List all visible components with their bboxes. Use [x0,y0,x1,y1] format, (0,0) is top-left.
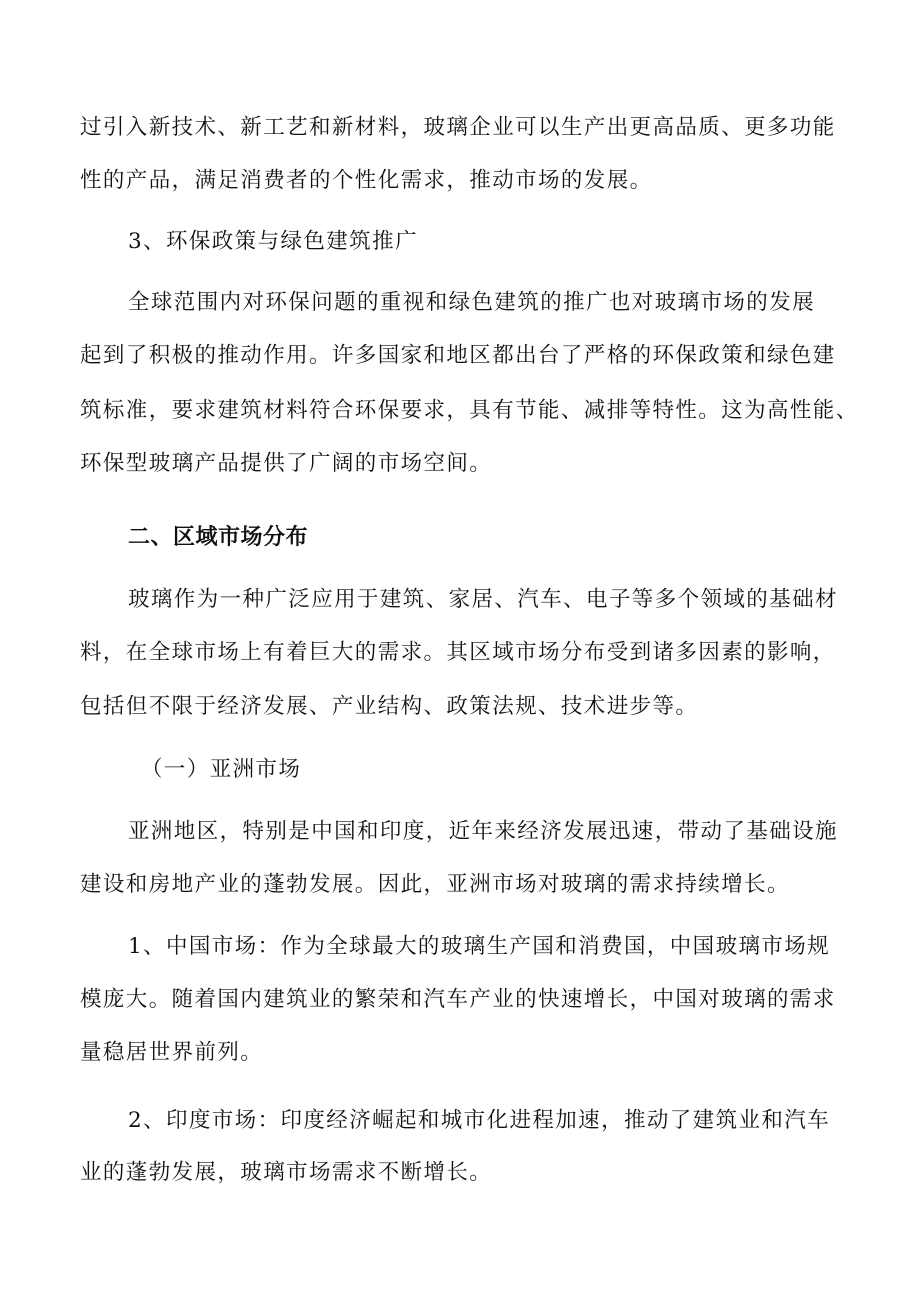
paragraph-china-line-2: 模庞大。随着国内建筑业的繁荣和汽车产业的快速增长，中国对玻璃的需求 [80,987,836,1012]
paragraph-region-line-1: 玻璃作为一种广泛应用于建筑、家居、汽车、电子等多个领域的基础材 [128,587,838,612]
paragraph-asia-line-1: 亚洲地区，特别是中国和印度，近年来经济发展迅速，带动了基础设施 [128,819,838,844]
paragraph-env-line-4: 环保型玻璃产品提供了广阔的市场空间。 [80,451,493,476]
paragraph-china-line-1: 1、中国市场：作为全球最大的玻璃生产国和消费国，中国玻璃市场规 [128,934,831,959]
paragraph-china-line-3: 量稳居世界前列。 [80,1040,264,1065]
paragraph-india-line-2: 业的蓬勃发展，玻璃市场需求不断增长。 [80,1160,493,1185]
subheading-env-policy: 3、环保政策与绿色建筑推广 [128,229,418,254]
paragraph-region-line-3: 包括但不限于经济发展、产业结构、政策法规、技术进步等。 [80,694,699,719]
paragraph-asia-line-2: 建设和房地产业的蓬勃发展。因此，亚洲市场对玻璃的需求持续增长。 [80,872,790,897]
paragraph-intro-line-1: 过引入新技术、新工艺和新材料，玻璃企业可以生产出更高品质、更多功能 [80,115,836,140]
paragraph-region-line-2: 料，在全球市场上有着巨大的需求。其区域市场分布受到诸多因素的影响， [80,640,836,665]
paragraph-env-line-1: 全球范围内对环保问题的重视和绿色建筑的推广也对玻璃市场的发展 [128,290,816,315]
section-heading-regional-market: 二、区域市场分布 [128,525,309,550]
subheading-asia-market: （一）亚洲市场 [141,757,302,782]
paragraph-intro-line-2: 性的产品，满足消费者的个性化需求，推动市场的发展。 [80,168,653,193]
paragraph-india-line-1: 2、印度市场：印度经济崛起和城市化进程加速，推动了建筑业和汽车 [128,1108,831,1133]
paragraph-env-line-2: 起到了积极的推动作用。许多国家和地区都出台了严格的环保政策和绿色建 [80,343,836,368]
paragraph-env-line-3: 筑标准，要求建筑材料符合环保要求，具有节能、减排等特性。这为高性能、 [80,398,859,423]
